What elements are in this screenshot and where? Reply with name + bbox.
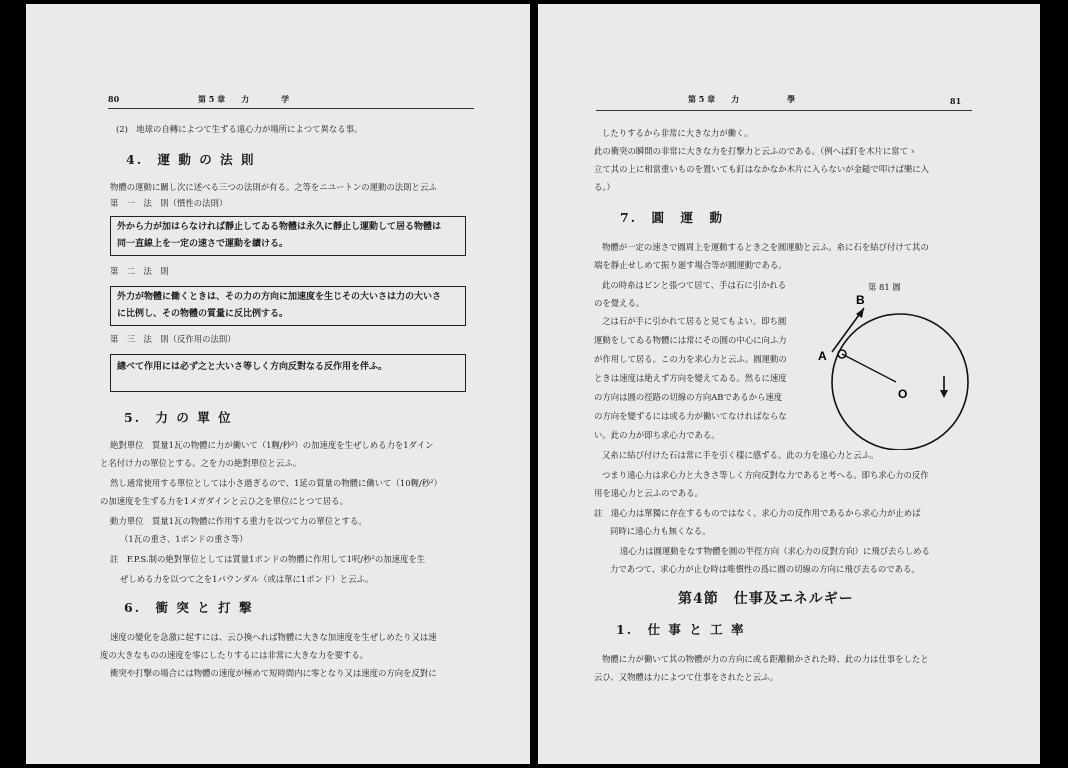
text-line: のを覺える。 — [594, 298, 645, 308]
text-line: 端を靜止せしめて振り廻す場合等が圓運動である。 — [594, 260, 787, 270]
figure-caption: 第 81 圖 — [868, 282, 901, 292]
heading-collision: 6. 衝 突 と 打 撃 — [124, 600, 254, 615]
label-B: B — [856, 293, 865, 307]
text-line: い。此の力が即ち求心力である。 — [594, 430, 720, 440]
text-line: 物體に力が働いて其の物體が力の方向に或る距離動かされた時、此の力は仕事をしたと — [602, 654, 929, 664]
law2-label: 第 二 法 則 — [110, 266, 169, 276]
text-line: 立て其の上に相當重いものを置いても釘はなかなか木片に入らないが金鎚で叩けば樂に入 — [594, 164, 929, 174]
law3-text: 總べて作用には必ず之と大いさ等しく方向反對なる反作用を伴ふ。 — [117, 362, 388, 372]
text-line: 物體が一定の速さで圓周上を運動するとき之を圓運動と云ふ。糸に石を結び付けて其の — [602, 242, 929, 252]
text-line: 云ひ、又物體は力によつて仕事をされたと云ふ。 — [594, 672, 779, 682]
header-rule — [108, 108, 474, 109]
law2-text: に比例し、その物體の質量に反比例する。 — [117, 309, 289, 319]
text-line: 物體の運動に關し次に述べる三つの法則が有る。之等をニユートンの運動の法則と云ふ — [110, 182, 437, 192]
text-line: 遠心力は圓運動をなす物體を圓の半徑方向（求心力の反對方向）に飛び去らしめる — [620, 546, 930, 556]
heading-circular-motion: 7. 圓 運 動 — [620, 210, 725, 225]
running-header: 第 5 章 力 學 — [688, 94, 796, 104]
law1-text: 同一直線上を一定の速さで運動を續ける。 — [117, 239, 289, 249]
text-line: (2) 地球の自轉によつて生ずる遠心力が場所によつて異なる事。 — [116, 124, 363, 134]
text-line: 運動をしてゐる物體には常にその圓の中心に向ふ力 — [594, 335, 787, 345]
text-line: （1瓦の重さ、1ポンドの重さ等） — [120, 534, 248, 544]
text-line: ときは速度は絶えず方向を變えてゐる。然るに速度 — [594, 373, 787, 383]
law2-box — [110, 286, 466, 326]
text-line: 之は石が手に引かれて居ると見てもよい。即ち圓 — [602, 316, 787, 326]
law3-box — [110, 354, 466, 392]
text-line: 註 遠心力は單獨に存在するものではなく、求心力の反作用であるから求心力が止めば — [594, 508, 921, 518]
text-line: と名付け力の單位とする。之を力の絶對單位と云ふ。 — [100, 458, 302, 468]
text-line: 衝突や打撃の場合には物體の速度が極めて短時間内に零となり又は速度の方向を反對に — [110, 668, 437, 678]
section-heading: 第4節 仕事及エネルギー — [678, 591, 854, 607]
text-line: る。） — [594, 182, 615, 192]
text-line: の方向を變ずるには或る力が働いてなければならな — [594, 411, 787, 421]
right-page — [538, 4, 1040, 764]
text-line: 動力單位 質量1瓦の物體に作用する重力を以つて力の單位とする。 — [110, 516, 367, 526]
law1-label: 第 一 法 則（慣性の法則） — [110, 198, 228, 208]
page-number: 81 — [950, 96, 962, 106]
text-line: の加速度を生ずる力を1メガダインと云ひ之を單位にとつて居る。 — [100, 496, 348, 506]
text-line: つまり遠心力は求心力と大きさ等しく方向反對な力であると考へる。即ち求心力の反作 — [602, 470, 929, 480]
text-line: ぜしめる力を以つて之を1パウンダル（或は單に1ポンド）と云ふ。 — [120, 574, 374, 584]
direction-arrowhead — [940, 390, 948, 398]
header-rule — [596, 110, 972, 111]
law1-text: 外から力が加はらなければ靜止してゐる物體は永久に靜止し運動して居る物體は — [117, 222, 442, 232]
text-line: 此の時糸はピンと張つて居て、手は石に引かれる — [602, 280, 787, 290]
circular-motion-figure — [814, 290, 978, 450]
text-line: が作用して居る。この力を求心力と云ふ。圓運動の — [594, 354, 787, 364]
text-line: 絶對單位 質量1瓦の物體に力が働いて（1糎/秒²）の加速度を生ぜしめる力を1ダイン — [110, 440, 434, 450]
text-line: 註 F.P.S.制の絶對單位としては質量1ポンドの物體に作用して1呎/秒²の加速度を生 — [110, 554, 426, 564]
heading-work-and-power: 1. 仕 事 と 工 率 — [616, 622, 746, 637]
text-line: 又糸に結び付けた石は常に手を引く樣に感ずる。此の力を遠心力と云ふ。 — [602, 450, 879, 460]
running-header: 第 5 章 力 学 — [198, 94, 290, 104]
law1-box — [110, 216, 466, 256]
text-line: 此の衝突の瞬間の非常に大きな力を打撃力と云ふのである。（例へば釘を木片に當てゝ — [594, 146, 917, 156]
text-line: 然し通常使用する單位としては小さ過ぎるので、1延の質量の物體に働いて（10糎/秒²） — [110, 478, 442, 488]
label-A: A — [818, 349, 827, 363]
label-O: O — [898, 387, 908, 401]
heading-laws-of-motion: 4. 運 動 の 法 則 — [126, 152, 256, 167]
radius-line — [842, 354, 896, 382]
law3-label: 第 三 法 則（反作用の法則） — [110, 334, 236, 344]
text-line: 同時に遠心力も無くなる。 — [610, 526, 711, 536]
text-line: 速度の變化を急激に起すには、云ひ換へれば物體に大きな加速度を生ぜしめたり又は速 — [110, 632, 437, 642]
law2-text: 外力が物體に働くときは、その力の方向に加速度を生じその大いさは力の大いさ — [117, 292, 442, 302]
text-line: の方向は圓の徑路の切線の方向ABであるから速度 — [594, 392, 783, 402]
text-line: 用を遠心力と云ふのである。 — [594, 488, 703, 498]
left-page — [26, 4, 530, 764]
text-line: 度の大きなものの速度を零にしたりするには非常に大きな力を要する。 — [100, 650, 368, 660]
orbit-circle — [832, 314, 968, 450]
heading-unit-of-force: 5. 力 の 單 位 — [124, 410, 233, 425]
text-line: 力であつて、求心力が止む時は唯慣性の爲に圓の切線の方向に飛び去るのである。 — [610, 564, 920, 574]
text-line: したりするから非常に大きな力が働く。 — [602, 128, 753, 138]
page-number: 80 — [108, 94, 120, 104]
